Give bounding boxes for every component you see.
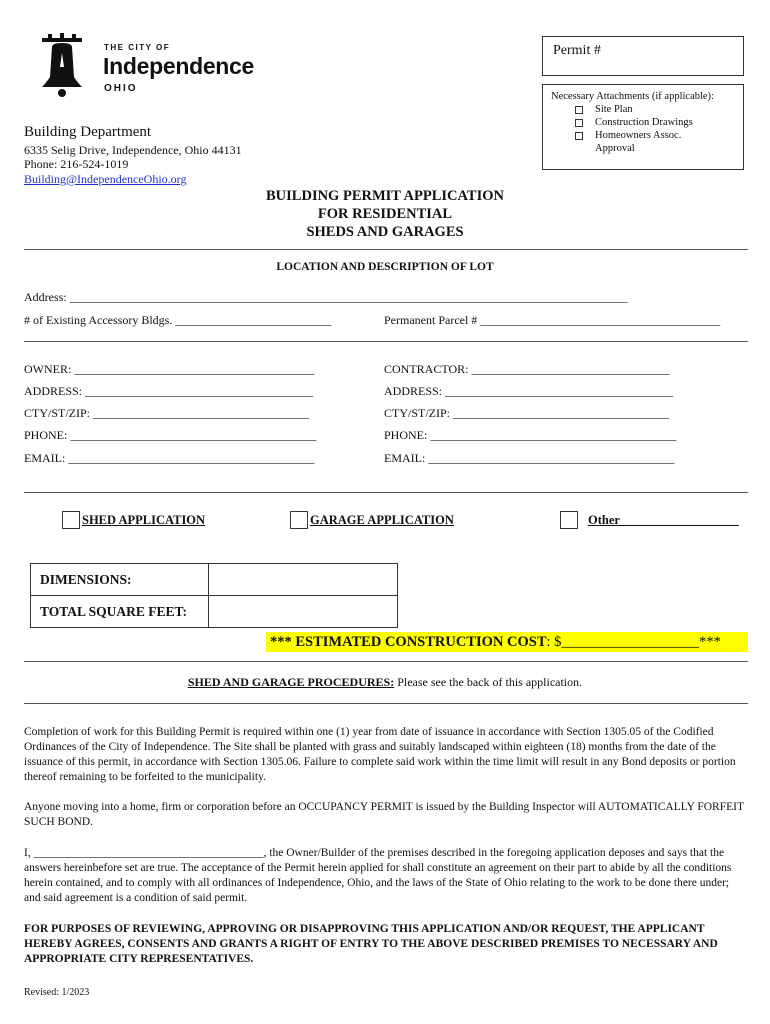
form-title-line2: FOR RESIDENTIAL	[317, 206, 453, 222]
divider	[24, 703, 748, 704]
owner-address-field[interactable]: ADDRESS: ______________________________________	[24, 384, 314, 398]
contractor-email-field[interactable]: EMAIL: _________________________________________	[384, 451, 675, 465]
estimated-cost-field[interactable]	[266, 632, 748, 652]
divider	[24, 661, 748, 662]
checkbox-icon[interactable]	[290, 511, 308, 529]
attachments-box	[542, 84, 744, 170]
department-name: Building Department	[24, 124, 152, 140]
logo-independence: Independence	[103, 53, 255, 79]
owner-city-field[interactable]: CTY/ST/ZIP: ____________________________________	[24, 406, 310, 420]
existing-bldgs-field[interactable]: # of Existing Accessory Bldgs. __________________________	[24, 313, 332, 327]
garage-application-label: GARAGE APPLICATION	[310, 512, 454, 527]
attachment-construction-drawings[interactable]: Construction Drawings	[551, 116, 743, 129]
logo-city-of: THE CITY OF	[104, 43, 171, 52]
shed-application-label: SHED APPLICATION	[82, 512, 206, 527]
attachments-title: Necessary Attachments (if applicable):	[551, 91, 714, 102]
square-feet-label: TOTAL SQUARE FEET:	[31, 596, 209, 628]
address-field[interactable]: Address: _____________________________________________________________________________________________	[24, 290, 628, 304]
attachment-site-plan[interactable]: Site Plan	[551, 103, 743, 116]
checkbox-icon[interactable]	[560, 511, 578, 529]
permit-number-box[interactable]	[542, 36, 744, 76]
estimated-cost-blank: : $___________________***	[546, 634, 721, 650]
location-heading: LOCATION AND DESCRIPTION OF LOT	[276, 261, 494, 273]
shed-application-option[interactable]	[62, 511, 205, 529]
procedures-label: SHED AND GARAGE PROCEDURES:	[187, 675, 395, 689]
dimensions-table	[30, 563, 398, 628]
checkbox-icon[interactable]	[575, 132, 583, 140]
logo-ohio: OHIO	[104, 83, 138, 94]
contractor-address-field[interactable]: ADDRESS: ______________________________________	[384, 384, 674, 398]
owner-phone-field[interactable]: PHONE: _________________________________________	[24, 428, 317, 442]
square-feet-input[interactable]	[209, 596, 398, 628]
revised-date: Revised: 1/2023	[24, 987, 90, 998]
contractor-city-field[interactable]: CTY/ST/ZIP: ____________________________________	[384, 406, 670, 420]
divider	[24, 249, 748, 250]
department-phone: Phone: 216-524-1019	[24, 157, 129, 171]
owner-field[interactable]: OWNER: ________________________________________	[24, 362, 315, 376]
form-title-line1: BUILDING PERMIT APPLICATION	[266, 188, 504, 204]
form-title-line3: SHEDS AND GARAGES	[306, 224, 464, 240]
garage-application-option[interactable]	[290, 511, 454, 529]
owner-email-field[interactable]: EMAIL: _________________________________________	[24, 451, 315, 465]
other-application-option[interactable]	[560, 511, 739, 529]
permit-number-label: Permit #	[553, 43, 601, 58]
contractor-field[interactable]: CONTRACTOR: _________________________________	[384, 362, 670, 376]
department-address: 6335 Selig Drive, Independence, Ohio 44131	[24, 143, 242, 157]
estimated-cost-label: *** ESTIMATED CONSTRUCTION COST	[270, 634, 547, 650]
table-row	[31, 596, 398, 628]
department-email-link[interactable]: Building@IndependenceOhio.org	[24, 172, 187, 186]
owner-affidavit-paragraph: I, ________________________________________, the Owner/Builder of the premises described in the foregoing application deposes and says that the answers hereinbefore set are true. The acceptance of the Permit herein applied for shall constitute an agreement on their part to abide by all the conditions herein contained, and to comply with all ordinances of Independence, Ohio, and the laws of the State of Ohio relating to the work to be done there under; and said agreement is a condition of said permit.	[24, 847, 732, 904]
checkbox-icon[interactable]	[62, 511, 80, 529]
parcel-field[interactable]: Permanent Parcel # ________________________________________	[384, 313, 721, 327]
attachment-hoa-approval[interactable]: Homeowners Assoc. Approval	[551, 129, 743, 155]
divider	[24, 341, 748, 342]
checkbox-icon[interactable]	[575, 106, 583, 114]
table-row	[31, 564, 398, 596]
right-of-entry-paragraph: FOR PURPOSES OF REVIEWING, APPROVING OR DISAPPROVING THIS APPLICATION AND/OR REQUEST, THE APPLICANT HEREBY AGREES, CONSENTS AND GRANTS A RIGHT OF ENTRY TO THE ABOVE DESCRIBED PREMISES TO NECESSARY AND APPROPRIATE CITY REPRESENTATIVES.	[24, 923, 718, 965]
divider	[24, 492, 748, 493]
dimensions-input[interactable]	[209, 564, 398, 596]
dimensions-label: DIMENSIONS:	[31, 564, 209, 596]
checkbox-icon[interactable]	[575, 119, 583, 127]
contractor-phone-field[interactable]: PHONE: _________________________________________	[384, 428, 677, 442]
procedures-line	[0, 675, 770, 690]
completion-paragraph: Completion of work for this Building Permit is required within one (1) year from date of issuance in accordance with Section 1305.05 of the Codified Ordinances of the City of Independence. The Site shall be planted with grass and suitably landscaped within eighteen (18) months from the date of the issuance of this permit, in accordance with Section 1305.06. Failure to complete said work within the time limit will result in any Bond deposits or portion thereof remaining to be forfeited to the municipality.	[24, 726, 736, 783]
city-logo	[40, 33, 280, 103]
procedures-text: Please see the back of this application.	[394, 675, 583, 689]
occupancy-paragraph: Anyone moving into a home, firm or corporation before an OCCUPANCY PERMIT is issued by the Building Inspector will AUTOMATICALLY FORFEIT SUCH BOND.	[24, 801, 744, 828]
other-application-label: Other___________________	[588, 512, 739, 527]
liberty-bell-icon	[40, 33, 98, 99]
